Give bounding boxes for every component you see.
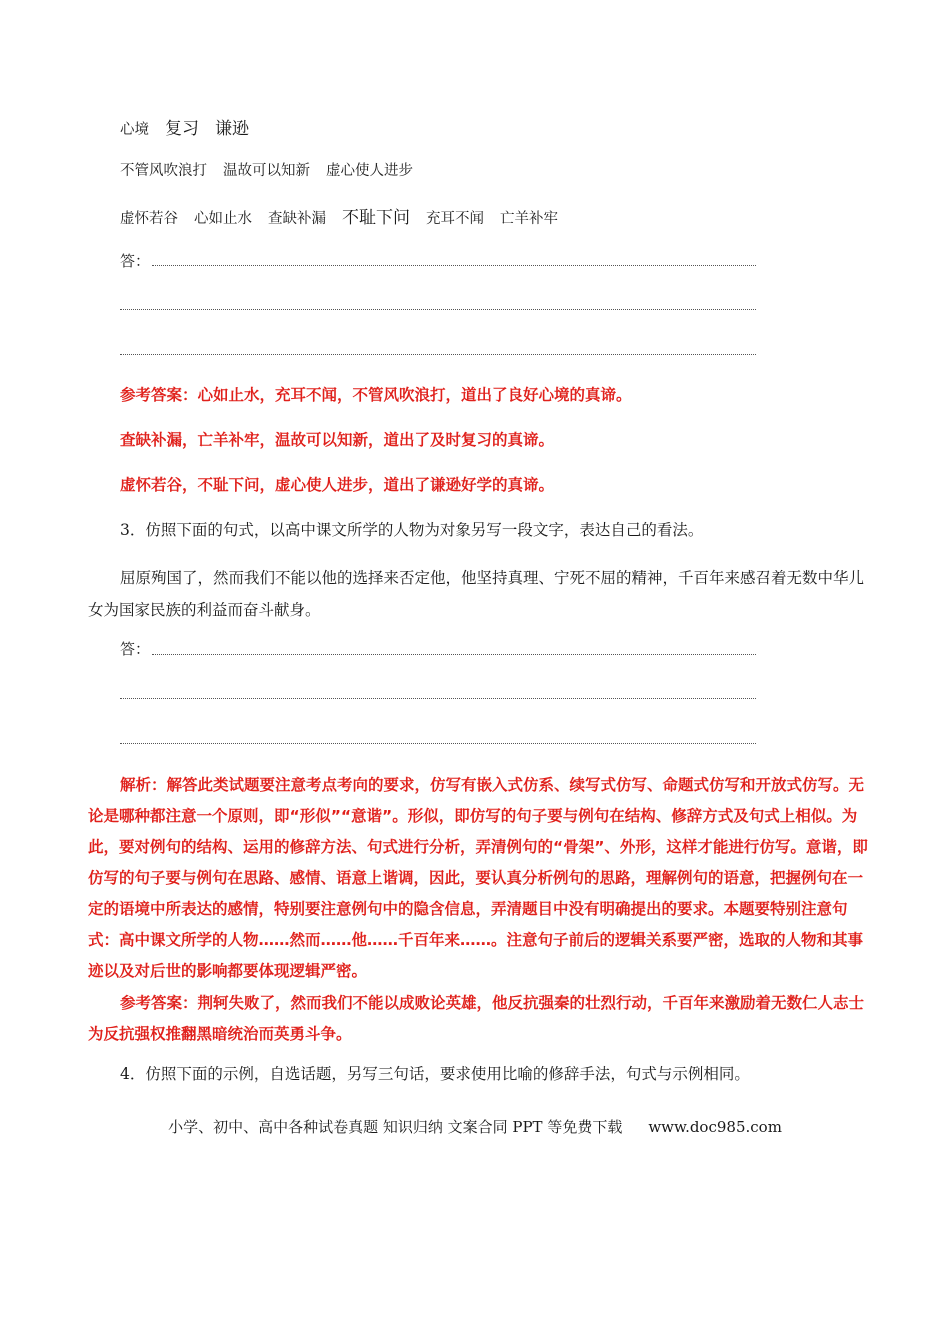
word: 不耻下问 xyxy=(342,208,410,228)
word-row-3 xyxy=(120,203,574,228)
answer-line[interactable] xyxy=(120,743,756,744)
word: 查缺补漏 xyxy=(268,211,326,227)
word: 谦逊 xyxy=(215,119,249,139)
word: 温故可以知新 xyxy=(223,163,310,179)
answer-line[interactable] xyxy=(120,698,756,699)
word: 充耳不闻 xyxy=(426,211,484,227)
word: 心如止水 xyxy=(194,211,252,227)
reference-answer: 查缺补漏，亡羊补牢，温故可以知新，道出了及时复习的真谛。 xyxy=(120,431,555,449)
question-3-example: 屈原殉国了，然而我们不能以他的选择来否定他，他坚持真理、宁死不屈的精神，千百年来感召着无数中华儿女为国家民族的利益而奋斗献身。 xyxy=(88,569,865,619)
footer-text: 小学、初中、高中各种试卷真题 知识归纳 文案合同 PPT 等免费下载 xyxy=(168,1118,623,1136)
word-row-1 xyxy=(120,114,265,139)
word: 虚怀若谷 xyxy=(120,211,178,227)
answer-label: 答： xyxy=(120,252,151,270)
page-footer xyxy=(0,1116,950,1137)
answer-line[interactable] xyxy=(152,654,756,655)
reference-answer: 参考答案：心如止水，充耳不闻，不管风吹浪打，道出了良好心境的真谛。 xyxy=(120,386,632,404)
question-3-reference-answer: 参考答案：荆轲失败了，然而我们不能以成败论英雄，他反抗强秦的壮烈行动，千百年来激励着无数仁人志士为反抗强权推翻黑暗统治而英勇斗争。 xyxy=(88,994,865,1043)
footer-link[interactable]: www.doc985.com xyxy=(648,1118,782,1136)
answer-line[interactable] xyxy=(120,354,756,355)
word: 亡羊补牢 xyxy=(500,211,558,227)
reference-answer: 虚怀若谷，不耻下问，虚心使人进步，道出了谦逊好学的真谛。 xyxy=(120,476,555,494)
answer-line[interactable] xyxy=(120,309,756,310)
question-3-analysis: 解析：解答此类试题要注意考点考向的要求，仿写有嵌入式仿系、续写式仿写、命题式仿写和开放式仿写。无论是哪种都注意一个原则，即“形似”“意谐”。形似，即仿写的句子要与例句在结构、修辞方式及句式上相似。为此，要对例句的结构、运用的修辞方法、句式进行分析，弄清例句的“骨架”、外形，这样才能进行仿写。意谐，即仿写的句子要与例句在思路、感情、语意上谐调，因此，要认真分析例句的思路，理解例句的语意，把握例句在一定的语境中所表达的感情，特别要注意例句中的隐含信息，弄清题目中没有明确提出的要求。本题要特别注意句式：高中课文所学的人物……然而……他……千百年来……。注意句子前后的逻辑关系要严密，选取的人物和其事迹以及对后世的影响都要体现逻辑严密。 xyxy=(88,776,868,980)
word-row-2 xyxy=(120,159,429,180)
question-3-title: 3．仿照下面的句式，以高中课文所学的人物为对象另写一段文字，表达自己的看法。 xyxy=(120,521,704,539)
answer-line[interactable] xyxy=(152,265,756,266)
answer-label: 答： xyxy=(120,640,151,658)
word: 心境 xyxy=(120,122,149,138)
word: 虚心使人进步 xyxy=(326,163,413,179)
word: 复习 xyxy=(165,119,199,139)
word: 不管风吹浪打 xyxy=(120,163,207,179)
question-4-title: 4．仿照下面的示例，自选话题，另写三句话，要求使用比喻的修辞手法，句式与示例相同。 xyxy=(120,1065,750,1083)
